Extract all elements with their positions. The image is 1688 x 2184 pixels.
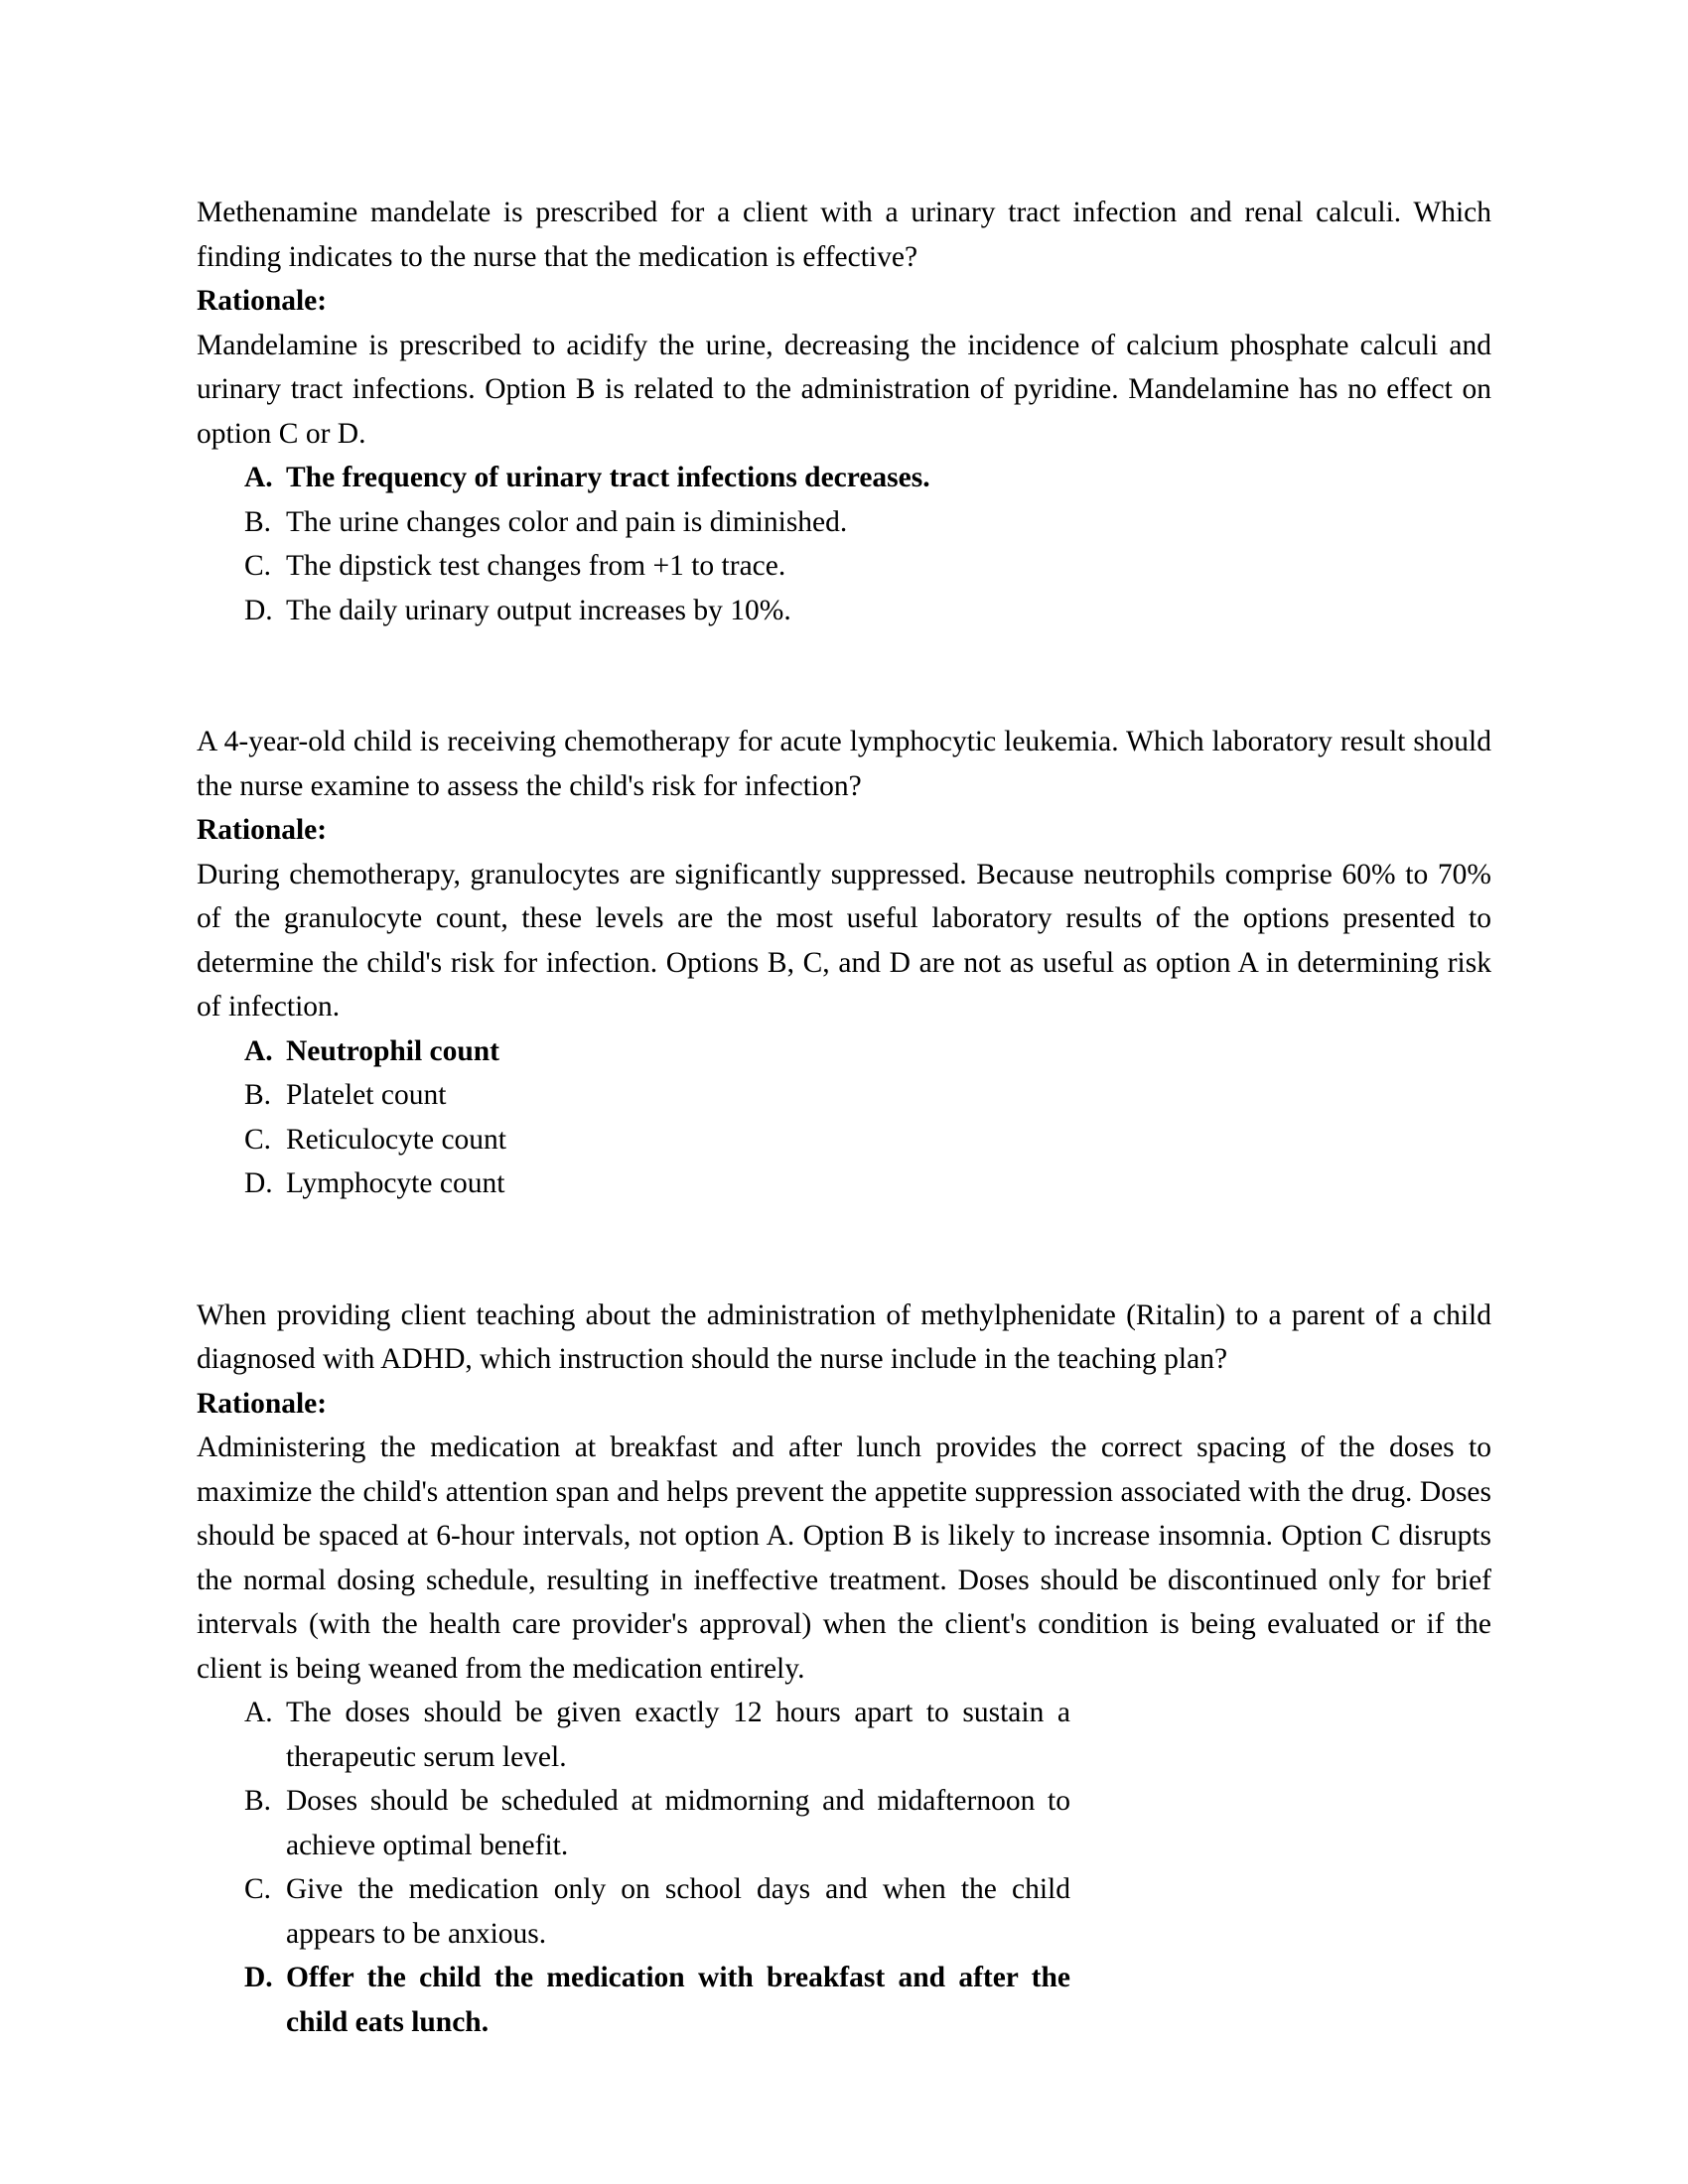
option-marker: A.: [244, 462, 273, 493]
option-item[interactable]: [197, 1029, 1491, 1074]
rationale-text: Administering the medication at breakfast and after lunch provides the correct spacing of the doses to maximize the child's attention span and helps prevent the appetite suppression associated with the drug. Doses should be spaced at 6-hour intervals, not option A. Option B is likely to increase insomnia. Option C disrupts the normal dosing schedule, resulting in ineffective treatment. Doses should be discontinued only for brief intervals (with the health care provider's approval) when the client's condition is being evaluated or if the client is being weaned from the medication entirely.: [197, 1432, 1491, 1685]
options-list: [197, 1691, 1070, 2044]
question-stem: When providing client teaching about the administration of methylphenidate (Ritalin) to a parent of a child diagnosed with ADHD, which instruction should the nurse include in the teaching plan?: [197, 1298, 1491, 1375]
question-block-3: [197, 1294, 1491, 2045]
option-marker: B.: [244, 505, 272, 538]
rationale-label: Rationale:: [197, 1387, 328, 1420]
option-item[interactable]: [197, 544, 1491, 589]
option-marker: D.: [244, 594, 273, 626]
option-text: Give the medication only on school days and when the child appears to be anxious.: [286, 1873, 1070, 1950]
option-item[interactable]: [197, 1118, 1491, 1162]
option-text: The dipstick test changes from +1 to trace.: [286, 550, 786, 582]
option-marker: A.: [244, 1697, 273, 1728]
rationale-label: Rationale:: [197, 814, 328, 846]
option-marker: B.: [244, 1785, 272, 1817]
option-text: Reticulocyte count: [286, 1123, 506, 1156]
option-text: The frequency of urinary tract infections decreases.: [286, 462, 930, 493]
question-block-2: [197, 720, 1491, 1206]
page-content: [197, 191, 1491, 2044]
option-marker: C.: [244, 1873, 272, 1905]
block-spacer: [197, 1206, 1491, 1294]
option-marker: C.: [244, 550, 272, 582]
option-marker: A.: [244, 1034, 273, 1067]
block-spacer: [197, 632, 1491, 720]
question-stem: A 4-year-old child is receiving chemotherapy for acute lymphocytic leukemia. Which laboratory result should the nurse examine to assess the child's risk for infection?: [197, 726, 1491, 802]
option-text: Doses should be scheduled at midmorning and midafternoon to achieve optimal benefit.: [286, 1785, 1070, 1861]
question-block-1: [197, 191, 1491, 632]
options-list: [197, 456, 1491, 632]
option-item[interactable]: [197, 1073, 1491, 1118]
option-item[interactable]: [197, 1691, 1070, 1779]
option-item[interactable]: [197, 1161, 1491, 1206]
option-item[interactable]: [197, 1867, 1070, 1956]
rationale-text: Mandelamine is prescribed to acidify the urine, decreasing the incidence of calcium phosphate calculi and urinary tract infections. Option B is related to the administration of pyridine. Mandelamine has no effect on option C or D.: [197, 329, 1491, 450]
option-text: The doses should be given exactly 12 hours apart to sustain a therapeutic serum level.: [286, 1697, 1070, 1773]
rationale-text: During chemotherapy, granulocytes are significantly suppressed. Because neutrophils comprise 60% to 70% of the granulocyte count, these levels are the most useful laboratory results of the options presented to determine the child's risk for infection. Options B, C, and D are not as useful as option A in determining risk of infection.: [197, 858, 1491, 1023]
rationale-label: Rationale:: [197, 285, 328, 317]
option-marker: D.: [244, 1962, 273, 1993]
question-stem: Methenamine mandelate is prescribed for a client with a urinary tract infection and renal calculi. Which finding indicates to the nurse that the medication is effective?: [197, 197, 1491, 273]
option-item[interactable]: [197, 589, 1491, 633]
option-marker: D.: [244, 1167, 273, 1199]
option-text: The daily urinary output increases by 10%.: [286, 594, 791, 626]
option-text: Offer the child the medication with breakfast and after the child eats lunch.: [286, 1962, 1070, 2038]
option-text: Neutrophil count: [286, 1034, 499, 1067]
option-item[interactable]: [197, 456, 1491, 500]
option-marker: C.: [244, 1123, 272, 1156]
option-marker: B.: [244, 1079, 272, 1111]
options-list: [197, 1029, 1491, 1206]
option-item[interactable]: [197, 1779, 1070, 1867]
option-text: Lymphocyte count: [286, 1167, 505, 1199]
option-item[interactable]: [197, 1956, 1070, 2044]
option-text: Platelet count: [286, 1079, 447, 1111]
option-item[interactable]: [197, 500, 1491, 545]
option-text: The urine changes color and pain is diminished.: [286, 505, 848, 538]
